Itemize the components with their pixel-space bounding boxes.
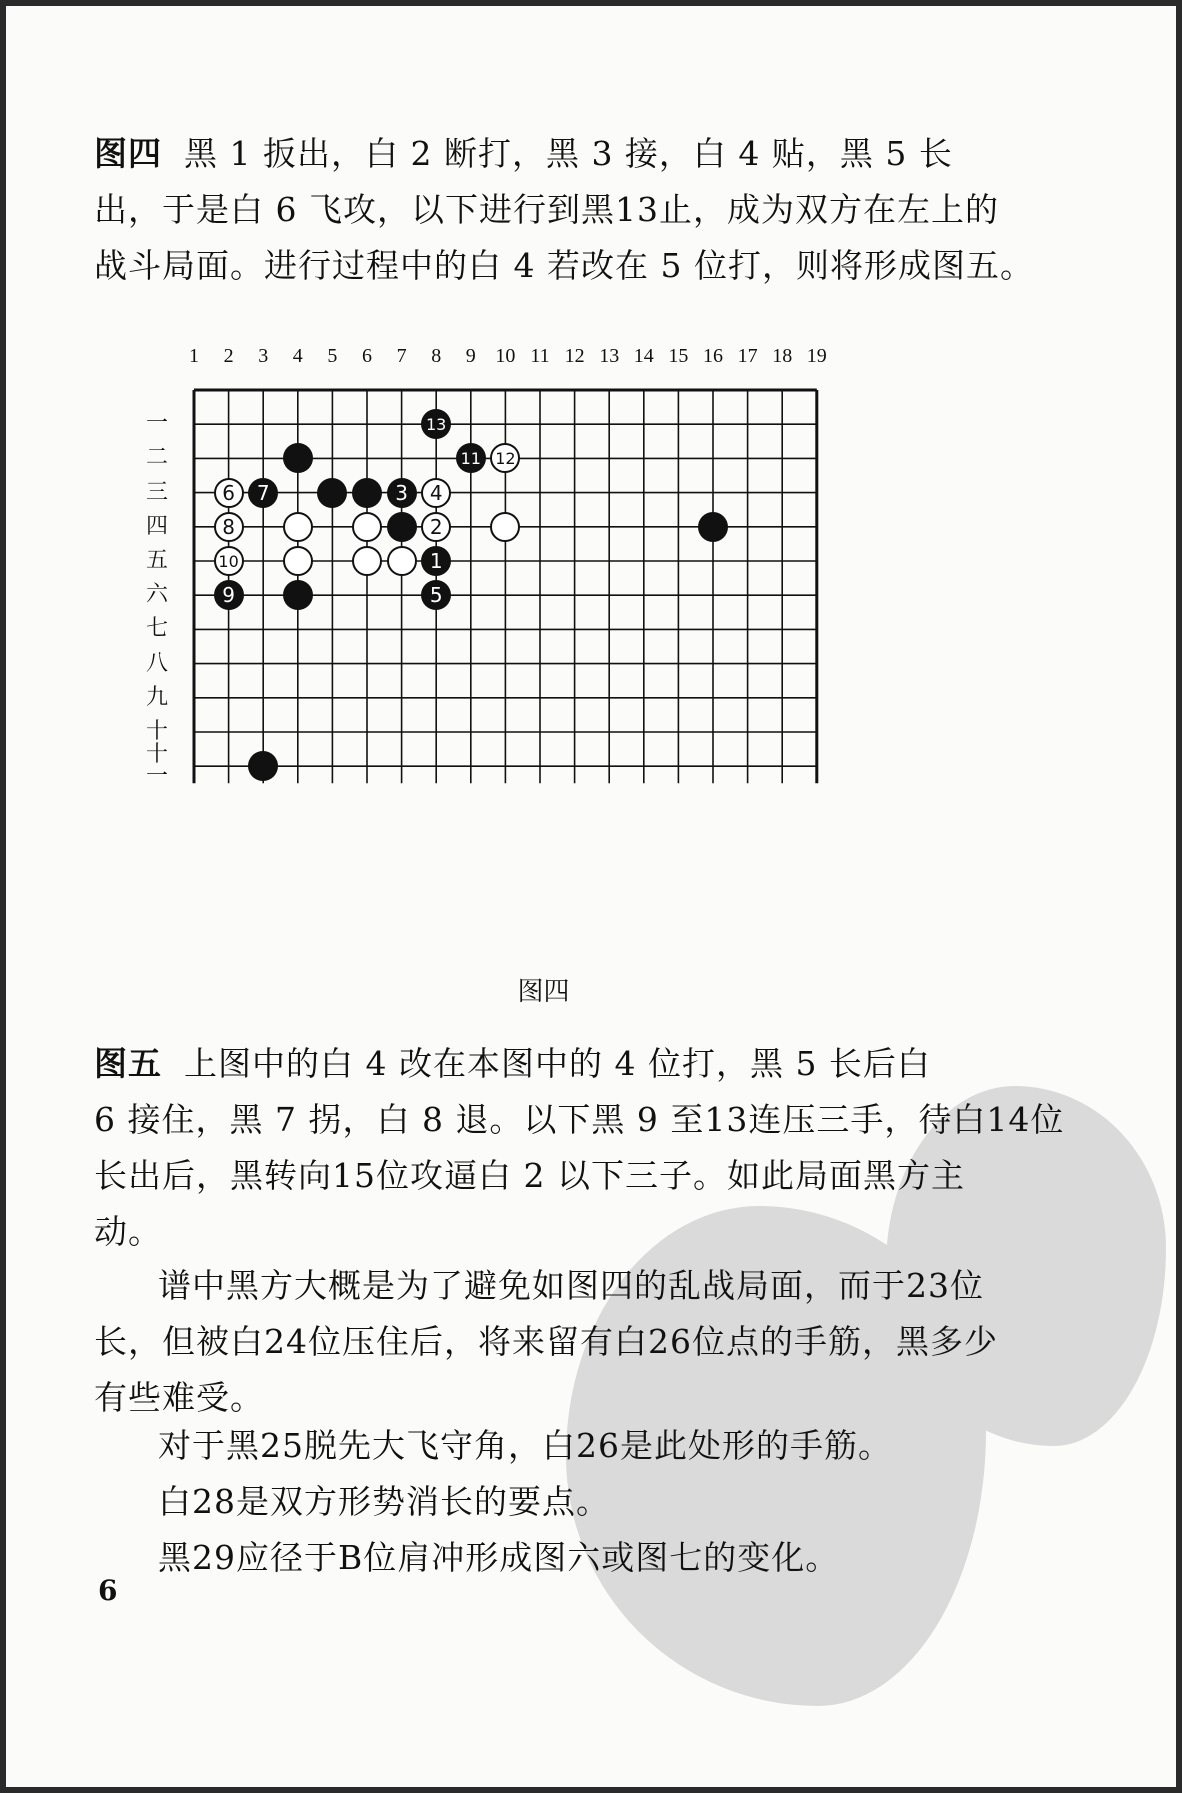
column-label: 15 bbox=[668, 345, 689, 367]
row-label: 十 bbox=[146, 719, 169, 744]
white-stone bbox=[387, 546, 417, 576]
paragraph-line: 有些难受。 bbox=[94, 1378, 264, 1417]
white-stone bbox=[490, 512, 520, 542]
black-stone: 7 bbox=[248, 478, 278, 508]
column-label: 3 bbox=[258, 345, 269, 367]
column-label: 9 bbox=[465, 345, 476, 367]
figure-caption: 图四 bbox=[517, 977, 570, 1007]
white-stone: 10 bbox=[214, 546, 244, 576]
white-stone: 2 bbox=[421, 512, 451, 542]
white-stone bbox=[283, 512, 313, 542]
black-stone: 9 bbox=[214, 580, 244, 610]
column-label: 7 bbox=[396, 345, 407, 367]
white-stone: 4 bbox=[421, 478, 451, 508]
black-stone: 3 bbox=[387, 478, 417, 508]
column-label: 2 bbox=[223, 345, 234, 367]
paragraph-line: 动。 bbox=[94, 1212, 162, 1251]
black-stone: 1 bbox=[421, 546, 451, 576]
column-label: 10 bbox=[495, 345, 516, 367]
black-stone bbox=[283, 443, 313, 473]
black-stone: 11 bbox=[456, 443, 486, 473]
figure5-heading: 图五 bbox=[94, 1044, 162, 1083]
black-stone bbox=[352, 478, 382, 508]
row-label: 四 bbox=[146, 513, 169, 539]
column-label: 13 bbox=[599, 345, 620, 367]
paragraph-line: 对于黑25脱先大飞守角，白26是此处形的手筋。 bbox=[158, 1426, 892, 1465]
white-stone bbox=[283, 546, 313, 576]
column-label: 4 bbox=[292, 345, 303, 367]
paragraph-move28 bbox=[94, 1474, 994, 1530]
paragraph-move29 bbox=[94, 1530, 994, 1586]
paragraph-line: 战斗局面。进行过程中的白 4 若改在 5 位打，则将形成图五。 bbox=[94, 246, 1034, 285]
paragraph-line: 黑 1 扳出，白 2 断打，黑 3 接，白 4 贴，黑 5 长 bbox=[184, 134, 953, 173]
column-label: 8 bbox=[431, 345, 442, 367]
page-number: 6 bbox=[98, 1574, 118, 1607]
white-stone: 12 bbox=[490, 443, 520, 473]
paragraph-line: 6 接住，黑 7 拐，白 8 退。以下黑 9 至13连压三手，待白14位 bbox=[94, 1100, 1065, 1139]
row-label: 二 bbox=[146, 445, 169, 471]
black-stone bbox=[248, 751, 278, 781]
column-label: 18 bbox=[772, 345, 793, 367]
paragraph-line: 长，但被白24位压住后，将来留有白26位点的手筋，黑多少 bbox=[94, 1322, 998, 1361]
figure4-heading: 图四 bbox=[94, 134, 162, 173]
row-label: 十一 bbox=[146, 742, 169, 790]
column-label: 11 bbox=[530, 345, 550, 367]
white-stone bbox=[352, 512, 382, 542]
row-label: 九 bbox=[146, 684, 169, 710]
column-label: 14 bbox=[633, 345, 654, 367]
black-stone bbox=[317, 478, 347, 508]
paragraph-line: 上图中的白 4 改在本图中的 4 位打，黑 5 长后白 bbox=[184, 1044, 931, 1083]
column-label: 5 bbox=[327, 345, 338, 367]
row-label: 一 bbox=[146, 411, 169, 437]
white-stone: 6 bbox=[214, 478, 244, 508]
black-stone: 5 bbox=[421, 580, 451, 610]
row-label: 六 bbox=[146, 582, 169, 608]
black-stone bbox=[283, 580, 313, 610]
white-stone: 8 bbox=[214, 512, 244, 542]
row-label: 七 bbox=[146, 616, 169, 642]
paragraph-line: 黑29应径于B位肩冲形成图六或图七的变化。 bbox=[158, 1538, 840, 1577]
paragraph-figure5 bbox=[94, 1036, 1065, 1260]
column-label: 12 bbox=[564, 345, 585, 367]
black-stone bbox=[387, 512, 417, 542]
column-label: 1 bbox=[189, 345, 199, 367]
black-stone bbox=[698, 512, 728, 542]
book-page bbox=[6, 6, 1176, 1787]
paragraph-line: 出，于是白 6 飞攻，以下进行到黑13止，成为双方在左上的 bbox=[94, 190, 999, 229]
white-stone bbox=[352, 546, 382, 576]
paragraph-commentary bbox=[94, 1258, 998, 1426]
row-label: 八 bbox=[146, 650, 169, 676]
column-label: 19 bbox=[806, 345, 827, 367]
row-label: 五 bbox=[146, 548, 169, 573]
column-label: 16 bbox=[703, 345, 723, 367]
black-stone: 13 bbox=[421, 409, 451, 439]
paragraph-line: 白28是双方形势消长的要点。 bbox=[158, 1482, 610, 1521]
column-label: 6 bbox=[362, 345, 372, 367]
column-label: 17 bbox=[737, 345, 758, 367]
paragraph-move25 bbox=[94, 1418, 994, 1474]
paragraph-line: 谱中黑方大概是为了避免如图四的乱战局面，而于23位 bbox=[158, 1266, 984, 1305]
row-label: 三 bbox=[146, 479, 169, 505]
board-grid bbox=[6, 6, 1176, 906]
paragraph-line: 长出后，黑转向15位攻逼白 2 以下三子。如此局面黑方主 bbox=[94, 1156, 965, 1195]
